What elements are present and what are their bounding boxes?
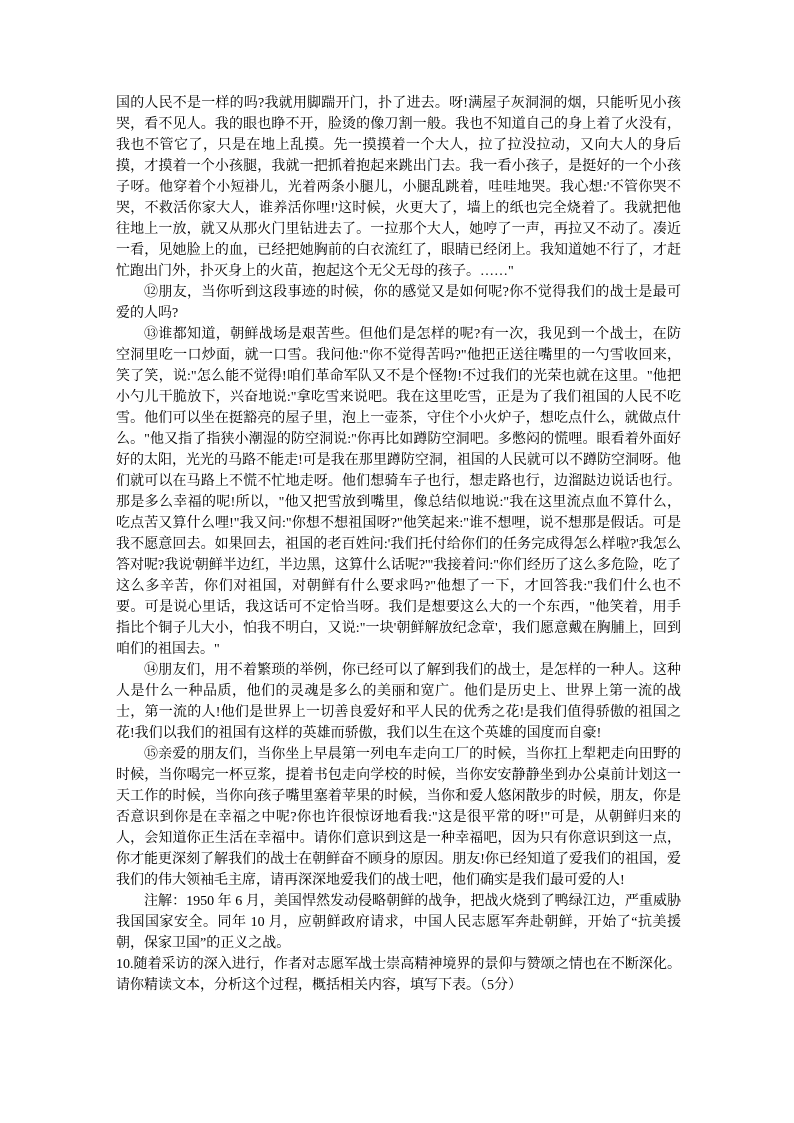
paragraph-13: ⑬谁都知道，朝鲜战场是艰苦些。但他们是怎样的呢?有一次，我见到一个战士，在防空洞里吃一口炒面，就一口雪。我问他:"你不觉得苦吗?"他把正送往嘴里的一勺雪收回来，笑了笑，说:"怎么能不觉得!咱们革命军队又不是个怪物!不过我们的光荣也就在这里。"他把小勺儿干脆放下，兴奋地说:"拿吃雪来说吧。我在这里吃雪，正是为了我们祖国的人民不吃雪。他们可以坐在挺豁亮的屋子里，泡上一壶茶，守住个小火炉子，想吃点什么，就做点什么。"他又指了指狭小潮湿的防空洞说:"你再比如蹲防空洞吧。多憋闷的慌哩。眼看着外面好好的太阳，光光的马路不能走!可是我在那里蹲防空洞，祖国的人民就可以不蹲防空洞呀。他们就可以在马路上不慌不忙地走呀。他们想骑车子也行，想走路也行，边溜跶边说话也行。那是多么幸福的呢!所以，"他又把雪放到嘴里，像总结似地说:"我在这里流点血不算什么，吃点苦又算什么哩!"我又问:"你想不想祖国呀?"他笑起来:"谁不想哩，说不想那是假话。可是我不愿意回去。如果回去，祖国的老百姓问:'我们托付给你们的任务完成得怎么样啦?'我怎么答对呢?我说'朝鲜半边红，半边黑，这算什么话呢?'"我接着问:"你们经历了这么多危险，吃了这么多辛苦，你们对祖国，对朝鲜有什么要求吗?"他想了一下，才回答我:"我们什么也不要。可是说心里话，我这话可不定恰当呀。我们是想要这么大的一个东西，"他笑着，用手指比个铜子儿大小，怕我不明白，又说:"一块'朝鲜解放纪念章'，我们愿意戴在胸脯上，回到咱们的祖国去。" <box>116 327 681 657</box>
note-paragraph: 注解：1950 年 6 月，美国悍然发动侵略朝鲜的战争，把战火烧到了鸭绿江边，严重威胁我国国家安全。同年 10 月，应朝鲜政府请求，中国人民志愿军奔赴朝鲜，开始了“抗美援朝，保家卫国”的正义之战。 <box>116 894 681 951</box>
question-10-paragraph: 10.随着采访的深入进行，作者对志愿军战士崇高精神境界的景仰与赞颂之情也在不断深化。请你精读文本，分析这个过程，概括相关内容，填写下表。（5分） <box>116 957 681 993</box>
paragraph-12: ⑫朋友，当你听到这段事迹的时候，你的感觉又是如何呢?你不觉得我们的战士是最可爱的人吗? <box>116 285 681 321</box>
paragraph-14: ⑭朋友们，用不着繁琐的举例，你已经可以了解到我们的战士，是怎样的一种人。这种人是什么一种品质，他们的灵魂是多么的美丽和宽广。他们是历史上、世界上第一流的战士，第一流的人!他们是世界上一切善良爱好和平人民的优秀之花!是我们值得骄傲的祖国之花!我们以我们的祖国有这样的英雄而骄傲，我们以生在这个英雄的国度而自豪! <box>116 663 681 741</box>
story-paragraph-continuation: 国的人民不是一样的吗?我就用脚踹开门，扑了进去。呀!满屋子灰洞洞的烟，只能听见小孩哭，看不见人。我的眼也睁不开，脸烫的像刀割一般。我也不知道自己的身上着了火没有，我也不管它了，只是在地上乱摸。先一摸摸着一个大人，拉了拉没拉动，又向大人的身后摸，才摸着一个小孩腿，我就一把抓着抱起来跳出门去。我一看小孩子，是挺好的一个小孩子呀。他穿着个小短褂儿，光着两条小腿儿，小腿乱跳着，哇哇地哭。我心想:'不管你哭不哭，不救活你家大人，谁养活你哩!'这时候，火更大了，墙上的纸也完全烧着了。我就把他往地上一放，就又从那火门里钻进去了。一拉那个大人，她哼了一声，再拉又不动了。凑近一看，见她脸上的血，已经把她胸前的白衣流红了，眼睛已经闭上。我知道她不行了，才赶忙跑出门外，扑灭身上的火苗，抱起这个无父无母的孩子。……" <box>116 96 681 279</box>
reading-passage <box>116 93 681 996</box>
paragraph-15: ⑮亲爱的朋友们，当你坐上早晨第一列电车走向工厂的时候，当你扛上犁耙走向田野的时候，当你喝完一杯豆浆，提着书包走向学校的时候，当你安安静静坐到办公桌前计划这一天工作的时候，当你向孩子嘴里塞着苹果的时候，当你和爱人悠闲散步的时候，朋友，你是否意识到你是在幸福之中呢?你也许很惊讶地看我:"这是很平常的呀!"可是，从朝鲜归来的人，会知道你正生活在幸福中。请你们意识到这是一种幸福吧，因为只有你意识到这一点，你才能更深刻了解我们的战士在朝鲜奋不顾身的原因。朋友!你已经知道了爱我们的祖国，爱我们的伟大领袖毛主席，请再深深地爱我们的战士吧，他们确实是我们最可爱的人! <box>116 747 681 888</box>
